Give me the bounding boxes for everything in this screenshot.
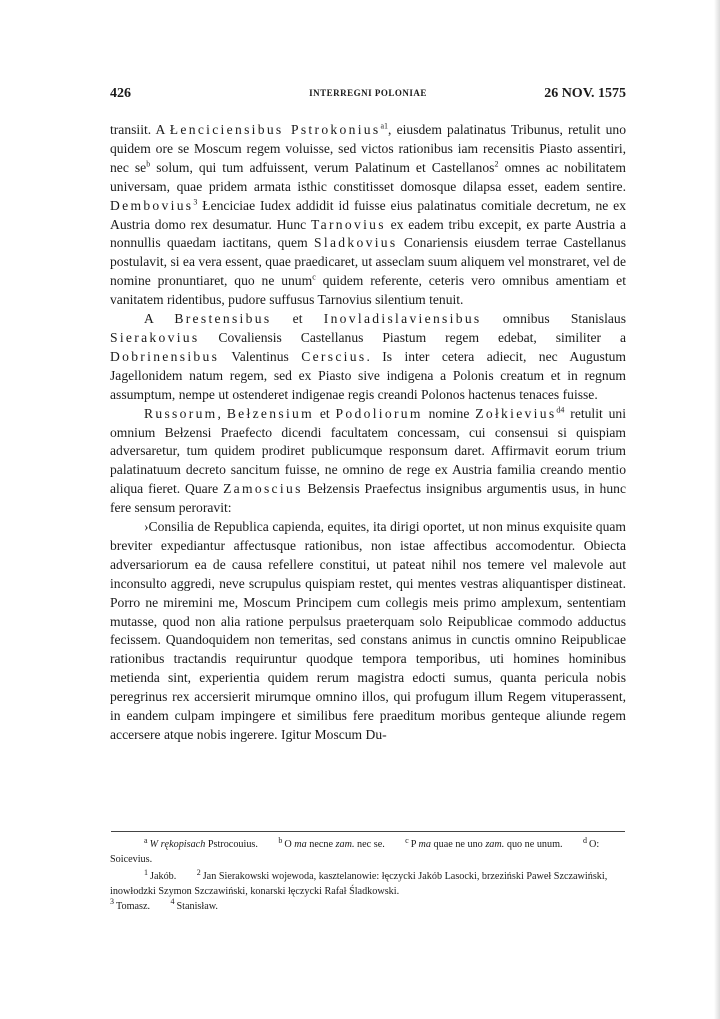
spaced-name: Sladkovius — [314, 235, 398, 251]
running-header — [110, 86, 626, 108]
footnote-rule — [111, 831, 625, 832]
spaced-name: Bełzensium — [226, 405, 314, 421]
scan-edge-shadow — [714, 0, 720, 1019]
paragraph-2: A Brestensibus et Inovladislaviensibus omnibus Stanislaus Sierakovius Covaliensis Castellanus Piastum regem edebat, similiter a Dobrinensibus Valentinus Cerscius. Is inter cetera adiecit, nec Augustum Jagellonidem natum regem, sed ex Piasto sive indigena a Polonis creatum et in regnum assumptum, nempe ut ostenderet indigenae regis creandi Polonos hactenus tenaces fuisse. — [110, 311, 626, 402]
spaced-name: Russorum — [144, 405, 218, 421]
critical-notes-text: $^a$ W rękopisach Pstrocouius. $^b$ O ma necne zam. nec se. $^c$ P ma quae ne uno zam. quo ne unum. $^d$ O: Soicevius. — [110, 835, 600, 865]
critical-apparatus — [110, 835, 626, 868]
note-ref: 2 — [494, 159, 499, 169]
running-title: INTERREGNI POLONIAE — [309, 88, 427, 98]
spaced-name: Tarnovius — [310, 216, 386, 232]
note-ref: 3 — [193, 197, 198, 207]
spaced-name: Podoliorum — [335, 405, 423, 421]
spaced-name: Dobrinensibus — [110, 348, 220, 364]
spaced-name: Zołkievius — [475, 405, 557, 421]
spaced-name: Cerscius — [301, 348, 367, 364]
spaced-name: Dembovius — [110, 197, 194, 213]
page-number: 426 — [110, 86, 131, 101]
note-ref: b — [146, 159, 151, 169]
note-ref: d4 — [556, 405, 565, 415]
paragraph-3: Russorum, Bełzensium et Podoliorum nomine Zołkievius$^{d4}$ retulit uni omnium Bełzensi Praefecto dicendi facultatem concessam, cui consensui si quispiam adversaretur, tum quidem prodiret publicumque responsum daret. Affirmavit eorum trium palatinatuum decreto sancitum fuisse, ne omnino de rege ex Austria familia creando mentio aliqua fieret. Quare Zamoscius Bełzensis Praefectus insignibus argumentis usus, in hunc fere sensum peroravit: — [110, 405, 626, 516]
paragraph-4-speech: ›Consilia de Republica capienda, equites, ita dirigi oportet, ut non minus exquisite quam breviter expediantur affectusque rationibus, non istae affectibus accomodentur. Obiecta adversariorum ea de causa refellere constitui, ut pateat nihil nos temere vel malevole aut inconsulto aggredi, neve scrupulus quispiam restet, qui mentes vestras aliquantisper distineat. Porro ne miremini me, Moscum Principem cum collegis meis primo amplexum, sententiam mutasse, quod non alia ratione perpulsus praeterquam solo Reipublicae commodo adductus fecissem. Quandoquidem non temeritas, sed constans animus in cunctis omnino Reipublicae rationibus tractandis requiruntur quodque tempora temporibus, uti homines hominibus metienda sint, experientia quidem rerum magistra edocti sumus, quanta pericula nobis peregrinus rex accersierit mirumque omnino illos, qui profugum illum Regem vituperassent, in eandem culpam impingere et similibus fere praeditum moribus genteque aliunde regem accersere atque nobis ingerere. Igitur Moscum Du- — [110, 519, 626, 742]
footnote-3-4: $^3$ Tomasz. $^4$ Stanisław. — [110, 897, 218, 912]
header-date: 26 NOV. 1575 — [544, 86, 626, 101]
footnotes — [110, 867, 626, 914]
spaced-name: Łenciciensibus Pstrokonius — [169, 122, 381, 137]
spaced-name: Sierakovius — [110, 329, 200, 345]
paragraph-1: transiit. A Łenciciensibus Pstrokonius$^{a1}$, eiusdem palatinatus Tribunus, retulit uno quidem ore se Moscum regem voluisse, sed victos rationibus iam recensitis Piasto assentiri, nec $se^b$ solum, qui tum adfuissent, verum Palatinum et Castellanos$^2$ omnes ac nobilitatem universam, quae pridem armata isthic constitisset domosque dilapsa esset, eadem sentire. Dembovius$^3$ Łenciciae Iudex addidit id fuisse eius palatinatus comitiale decretum, ne ex Austria domo rex desumatur. Hunc Tarnovius ex eadem tribu excepit, ex parte Austria a nonnullis quaedam iactitans, quem Sladkovius Conariensis eiusdem terrae Castellanus postulavit, si ea vera essent, quae praedicaret, ut asseclam suum aliquem vel monstraret, vel de nomine pronuntiaret, quo ne unum$^c$ quidem referente, ceteris vero omnibus amentiam et vanitatem ridentibus, pudore suffusus Tarnovius silentium tenuit. — [110, 121, 627, 308]
note-ref: a1 — [380, 121, 389, 131]
main-text — [110, 121, 626, 745]
spaced-name: Brestensibus — [174, 311, 272, 327]
spaced-name: Zamoscius — [223, 481, 303, 497]
note-ref: c — [312, 272, 316, 282]
spaced-name: Inovladislaviensibus — [323, 311, 482, 327]
footnote-1-2: $^1$ Jakób. $^2$ Jan Sierakowski wojewoda, kasztelanowie: łęczycki Jakób Lasocki, brzeziński Paweł Szczawiński, inowłodzki Szymon Szczawiński, konarski łęczycki Rafał Śladkowski. — [110, 867, 608, 897]
